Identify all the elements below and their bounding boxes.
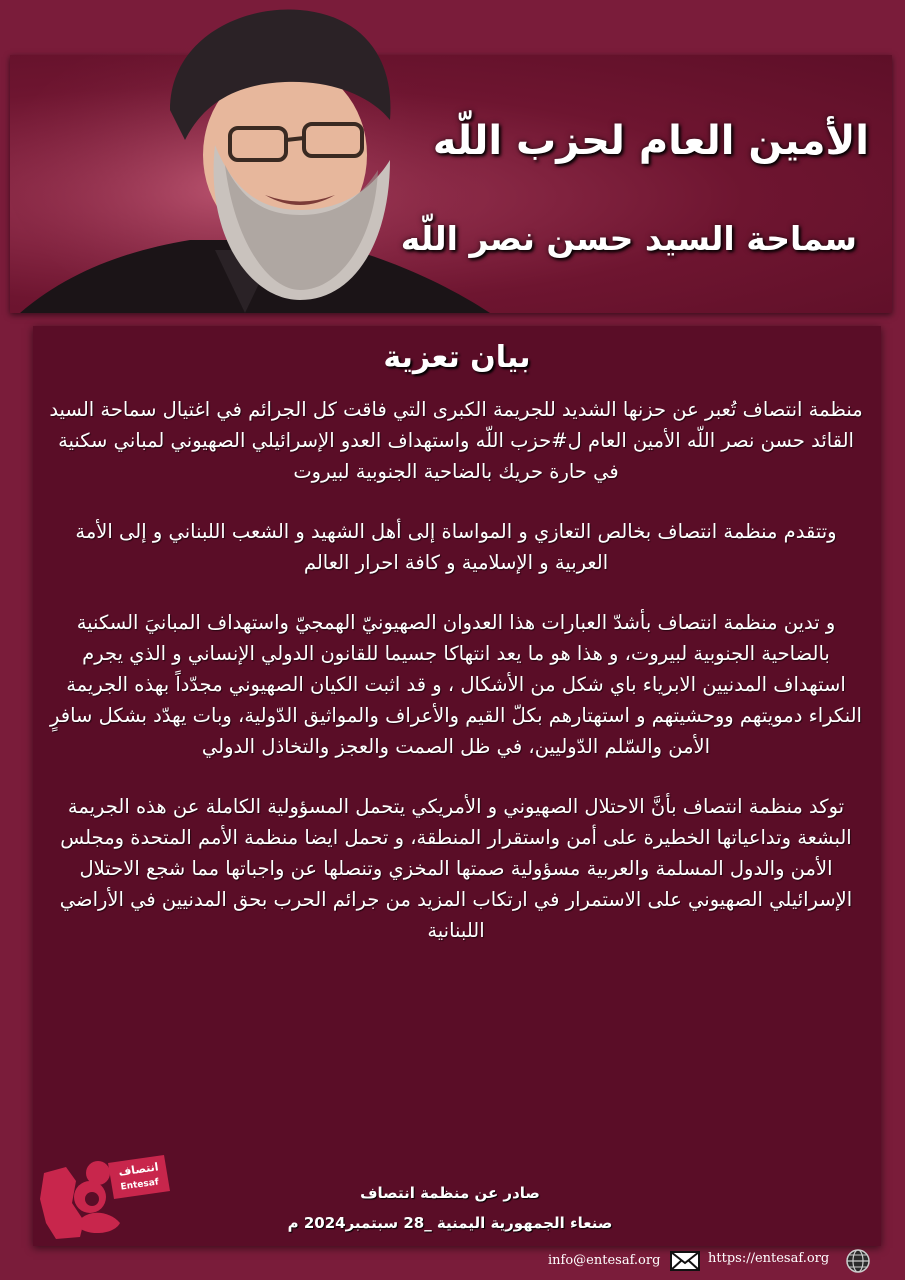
logo-text-ar: انتصاف [117, 1160, 160, 1179]
issuer-line: صادر عن منظمة انتصاف [360, 1184, 540, 1202]
paragraph-3: و تدين منظمة انتصاف بأشدّ العبارات هذا العدوان الصهيونيّ الهمجيّ واستهداف المبانيَ السكنية بالضاحية الجنوبية لبيروت، و هذا هو ما يعد انتهاكا جسيما للقانون الدولي الإنساني و الذي يجرم استهداف المدنيين الابرياء باي شكل من الأشكال ، و قد اثبت الكيان الصهيوني مجدّداً بهذه الجريمة النكراء دمويتهم ووحشيتهم و استهتارهم بكلّ القيم والأعراف والمواثيق الدّولية، وبات يهدّد بشكل سافرٍ الأمن والسّلم الدّوليين، في ظل الصمت والعجز والتخاذل الدولي [50, 611, 862, 758]
paragraph-4: توكد منظمة انتصاف بأنَّ الاحتلال الصهيوني و الأمريكي يتحمل المسؤولية الكاملة عن هذه الجريمة البشعة وتداعياتها الخطيرة على أمن واستقرار المنطقة، و تحمل ايضا منظمة الأمم المتحدة ومجلس الأمن والدول المسلمة والعربية مسؤولية صمتها المخزي وتنصلها عن واجباتها مما شجع الاحتلال الإسرائيلي الصهيوني على الاستمرار في ارتكاب المزيد من جرائم الحرب بحق المدنيين في الأراضي اللبنانية [59, 795, 853, 942]
entesaf-logo [36, 1133, 172, 1243]
footer-website-link[interactable]: https://entesaf.org [708, 1251, 830, 1266]
paragraph-2: وتتقدم منظمة انتصاف بخالص التعازي و المواساة إلى أهل الشهيد و الشعب اللبناني و إلى الأمة العربية و الإسلامية و كافة احرار العالم [75, 520, 837, 574]
logo-text-en: Entesaf [120, 1177, 160, 1193]
paragraph-1: منظمة انتصاف تُعبر عن حزنها الشديد للجريمة الكبرى التي فاقت كل الجرائم في اغتيال سماحة السيد القائد حسن نصر اللّه الأمين العام ل#حزب اللّه واستهداف العدو الإسرائيلي الصهيوني لمباني سكنية في حارة حريك بالضاحية الجنوبية لبيروت [49, 398, 863, 483]
page-subtitle: سماحة السيد حسن نصر اللّه [400, 219, 857, 258]
footer-email-link[interactable]: info@entesaf.org [548, 1253, 661, 1268]
portrait-image [10, 0, 500, 313]
statement-body [49, 394, 863, 975]
statement-card [33, 326, 881, 1246]
statement-title: بيان تعزية [383, 340, 531, 375]
envelope-icon [670, 1251, 700, 1271]
page-title: الأمين العام لحزب اللّه [432, 118, 869, 164]
globe-icon [846, 1249, 870, 1273]
footer [0, 1246, 905, 1276]
issuer-location-date: صنعاء الجمهورية اليمنية _28 سبتمبر2024 م [287, 1214, 613, 1232]
